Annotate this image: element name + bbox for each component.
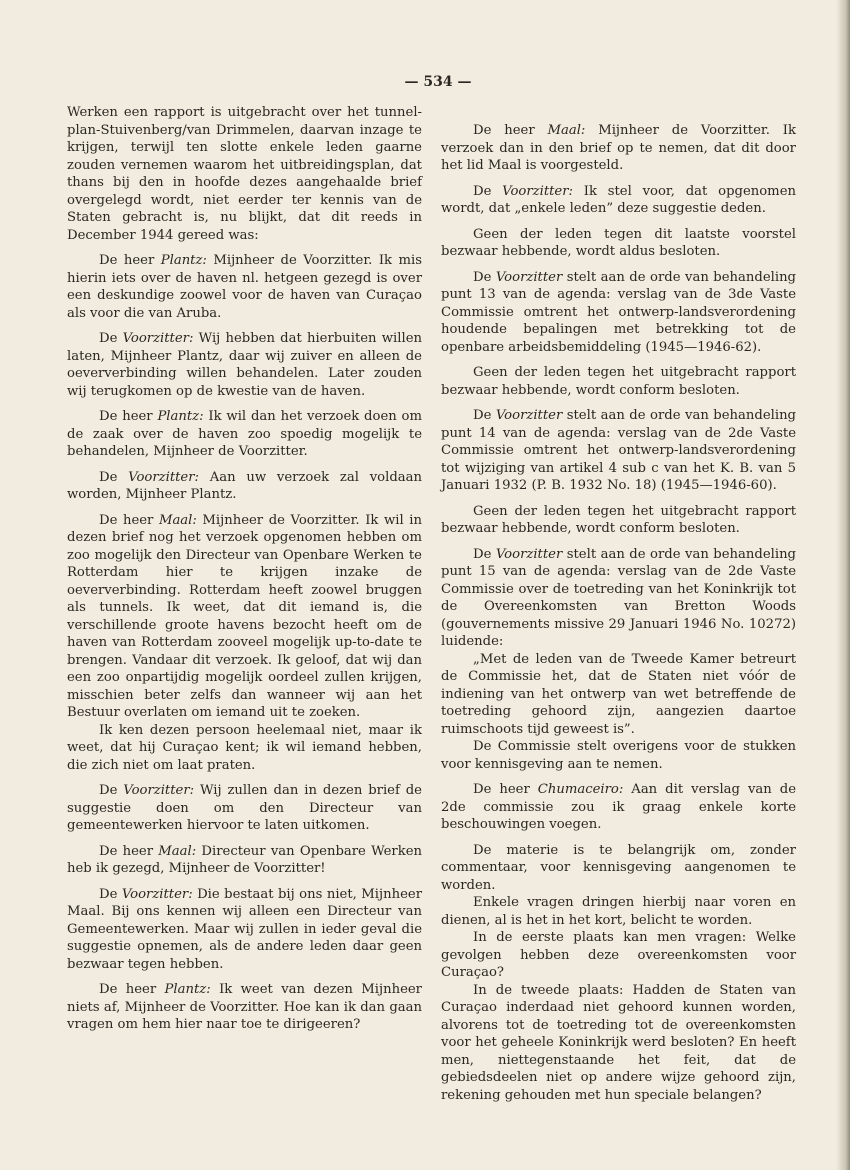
text-paragraph: De Commissie stelt overigens voor de stukken voor kennisgeving aan te nemen. (441, 739, 796, 772)
speaker-name: Voorzitter (495, 269, 563, 285)
speech-text: Aan uw verzoek zal voldaan worden, Mijnheer Plantz. (67, 469, 422, 502)
speaker-prefix: De heer (99, 843, 159, 859)
speech-text: Mijnheer de Voorzitter. Ik mis hierin iets over de haven nl. hetgeen gezegd is over een deskundige zoowel voor de haven van Curaçao als voor die van Aruba. (67, 253, 422, 321)
speech-paragraph (67, 782, 422, 835)
speech-paragraph (441, 407, 796, 495)
speech-text: Ik wil dan het verzoek doen om de zaak over de haven zoo spoedig mogelijk te behandelen, Mijnheer de Voorzitter. (67, 409, 423, 459)
speech-paragraph (441, 183, 796, 218)
speaker-name: Voorzitter: (121, 886, 193, 902)
speaker-prefix: De heer (99, 982, 165, 997)
speech-paragraph (67, 408, 422, 461)
speaker-name: Voorzitter: (128, 469, 199, 485)
speaker-prefix: De heer (99, 409, 158, 424)
speaker-prefix: De (473, 269, 496, 285)
speaker-prefix: De heer (473, 782, 538, 797)
speaker-name: Maal: (158, 512, 197, 528)
speaker-name: Plantz: (164, 982, 211, 997)
speaker-prefix: De (99, 331, 123, 346)
speaker-prefix: De (99, 469, 129, 485)
speech-text: Aan dit verslag van de 2de commissie zou ik graag enkele korte beschouwingen voegen. (441, 782, 796, 832)
speaker-name: Voorzitter: (502, 183, 573, 199)
text-paragraph: Geen der leden tegen het uitgebracht rapport bezwaar hebbende, wordt conform besloten. (441, 365, 796, 398)
text-paragraph: In de tweede plaats: Hadden de Staten van Curaçao inderdaad niet gehoord kunnen worden, alvorens tot de toetreding tot de overeenkomsten voor het geheele Koninkrijk werd besloten? En heeft men, niettegenstaande het feit, dat de gebiedsdeelen niet op andere wijze gehoord zijn, rekening gehouden met hun speciale belangen? (441, 982, 796, 1103)
speech-text: Ik stel voor, dat opgenomen wordt, dat „enkele leden” deze suggestie deden. (441, 183, 796, 216)
text-paragraph: Geen der leden tegen het uitgebracht rapport bezwaar hebbende, wordt conform besloten. (441, 503, 796, 536)
speech-text: Mijnheer de Voorzitter. Ik verzoek dan in den brief op te nemen, dat dit door het lid Maal is voorgesteld. (441, 123, 796, 173)
text-paragraph: Ik ken dezen persoon heelemaal niet, maar ik weet, dat hij Curaçao kent; ik wil iemand hebben, die zich niet om laat praten. (67, 722, 422, 773)
text-paragraph: Werken een rapport is uitgebracht over het tunnel-plan-Stuivenberg/van Drimmelen, daarvan inzage te krijgen, terwijl ten slotte enkele leden gaarne zouden vernemen waarom het uitbreidingsplan, dat thans bij den in hoofde dezes aangehaalde brief overgelegd wordt, niet eerder ter kennis van de Staten gebracht is, nu blijkt, dat dit reeds in December 1944 gereed was: (67, 105, 422, 243)
speech-text: Directeur van Openbare Werken heb ik gezegd, Mijnheer de Voorzitter! (67, 843, 422, 876)
speech-paragraph (67, 512, 422, 722)
speaker-name: Plantz: (160, 253, 207, 268)
left-column (67, 104, 422, 1042)
speech-paragraph (441, 546, 796, 651)
speech-paragraph (441, 781, 796, 834)
text-paragraph: Geen der leden tegen dit laatste voorstel bezwaar hebbende, wordt aldus besloten. (441, 226, 796, 259)
speech-text: stelt aan de orde van behandeling punt 13 van de agenda: verslag van de 3de Vaste Commissie omtrent het ontwerp-landsverordening houdende bepalingen met betrekking tot de openbare arbeidsbemiddeling (1945—1946-62). (441, 269, 797, 355)
right-column (441, 122, 796, 1104)
speaker-name: Voorzitter: (122, 331, 194, 346)
speaker-name: Maal: (547, 123, 586, 138)
speaker-prefix: De (473, 183, 503, 199)
speech-text: stelt aan de orde van behandeling punt 14 van de agenda: verslag van de 2de Vaste Commissie omtrent het ontwerp-landsverordening tot wijziging van artikel 4 sub c van het K. B. van 5 Januari 1932 (P. B. 1932 No. 18) (1945—1946-60). (441, 408, 797, 493)
speaker-name: Voorzitter (495, 408, 563, 423)
speaker-prefix: De (473, 546, 496, 562)
speech-paragraph (441, 269, 796, 357)
speaker-name: Plantz: (157, 409, 204, 424)
speech-paragraph (67, 330, 422, 400)
speech-paragraph (441, 122, 796, 175)
speaker-prefix: De heer (99, 253, 161, 268)
speaker-name: Voorzitter (495, 546, 563, 562)
speaker-prefix: De (473, 408, 496, 423)
speech-text: Ik weet van dezen Mijnheer niets af, Mijnheer de Voorzitter. Hoe kan ik dan gaan vragen om hem hier naar toe te dirigeeren? (67, 982, 422, 1032)
speaker-name: Voorzitter: (123, 783, 195, 798)
speaker-prefix: De heer (473, 123, 548, 138)
speech-text: Wij zullen dan in dezen brief de suggestie doen om den Directeur van gemeentewerken hiervoor te laten uitkomen. (67, 783, 422, 833)
text-paragraph: De materie is te belangrijk om, zonder commentaar, voor kennisgeving aangenomen te worden. (441, 842, 796, 893)
text-paragraph: In de eerste plaats kan men vragen: Welke gevolgen hebben deze overeenkomsten voor Curaçao? (441, 930, 796, 980)
speaker-prefix: De (99, 783, 124, 798)
speaker-name: Chumaceiro: (537, 782, 624, 797)
speaker-prefix: De heer (99, 512, 159, 528)
speech-text: stelt aan de orde van behandeling punt 15 van de agenda: verslag van de 2de Vaste Commissie over de toetreding van het Koninkrijk tot de Overeenkomsten van Bretton Woods (gouvernements missive 29 Januari 1946 No. 10272) luidende: (441, 546, 797, 649)
speaker-name: Maal: (158, 843, 197, 859)
speech-paragraph (67, 469, 422, 504)
speech-paragraph (67, 252, 422, 322)
text-paragraph: Enkele vragen dringen hierbij naar voren en dienen, al is het in het kort, belicht te worden. (441, 895, 796, 928)
speech-paragraph (67, 843, 422, 878)
text-paragraph: „Met de leden van de Tweede Kamer betreurt de Commissie het, dat de Staten niet vóór de indiening van het ontwerp van wet betreffende de toetreding gehoord zijn, aangezien daartoe ruimschoots tijd geweest is”. (441, 651, 796, 737)
speaker-prefix: De (99, 886, 122, 902)
speech-text: Wij hebben dat hierbuiten willen laten, Mijnheer Plantz, daar wij zuiver en alleen de oeververbinding willen behandelen. Later zouden wij terugkomen op de kwestie van de haven. (67, 331, 422, 399)
speech-text: Mijnheer de Voorzitter. Ik wil in dezen brief nog het verzoek opgenomen hebben om zoo mogelijk den Directeur van Openbare Werken te Rotterdam hier te krijgen inzake de oeververbinding. Rotterdam heeft zoowel bruggen als tunnels. Ik weet, dat dit iemand is, die verschillende groote havens bezocht heeft om de haven van Rotterdam zooveel mogelijk up-to-date te brengen. Vandaar dit verzoek. Ik geloof, dat wij dan een zoo onpartijdig mogelijk oordeel zullen krijgen, misschien beter zelfs dan wanneer wij aan het Bestuur overlaten om iemand uit te zoeken. (67, 512, 422, 720)
speech-paragraph (67, 981, 422, 1034)
page-number: — 534 — (404, 74, 472, 90)
speech-text: Die bestaat bij ons niet, Mijnheer Maal. Bij ons kennen wij alleen een Directeur van Gemeentewerken. Maar wij zullen in ieder geval die suggestie opnemen, als de andere leden daar geen bezwaar tegen hebben. (67, 886, 422, 972)
speech-paragraph (67, 886, 422, 974)
